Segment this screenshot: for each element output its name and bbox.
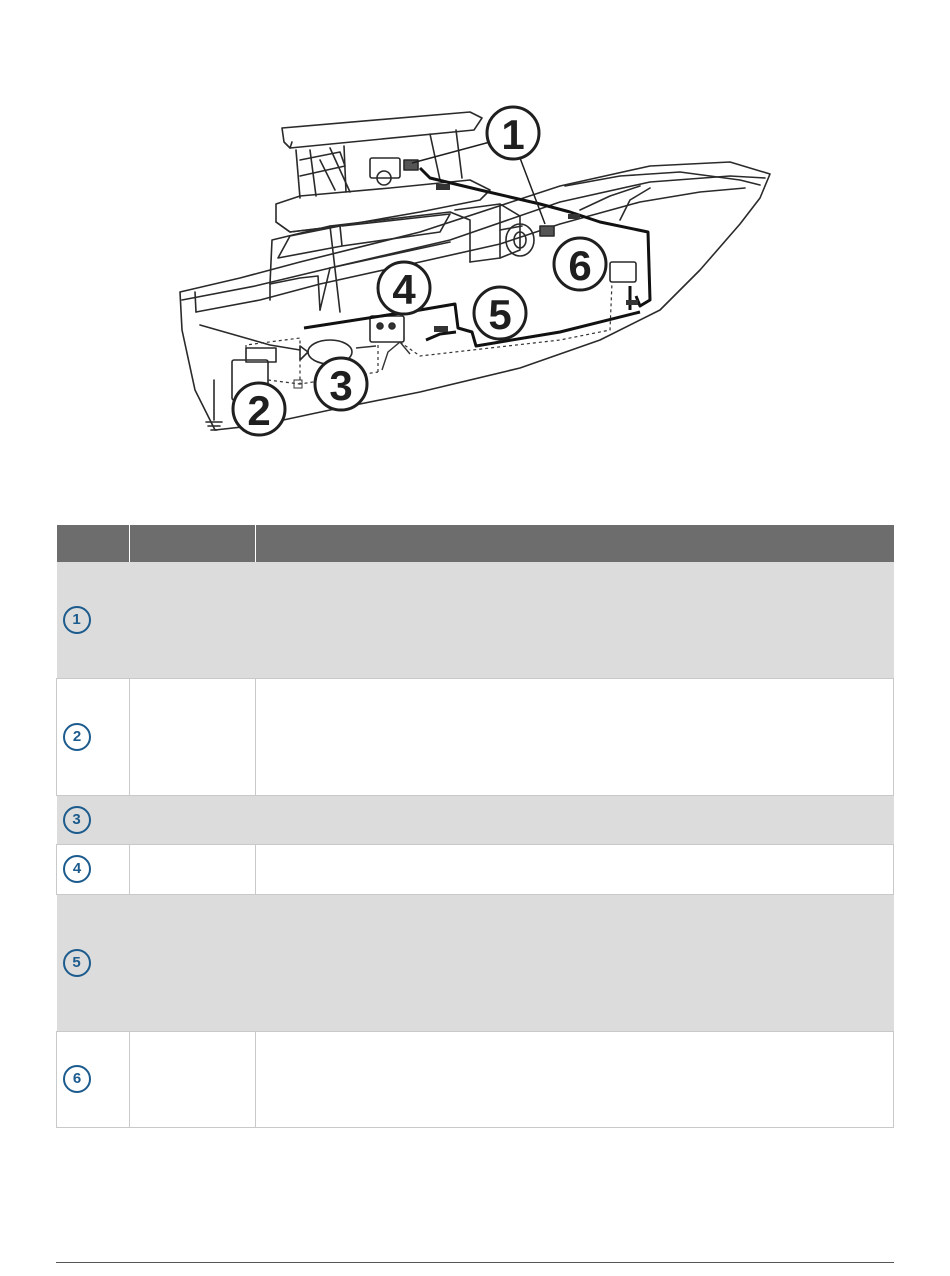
hardtop	[276, 180, 490, 232]
item-number-cell	[57, 844, 130, 894]
svg-text:5: 5	[488, 291, 512, 338]
legend-header-cell	[57, 525, 130, 562]
boat-wiring-diagram	[0, 0, 950, 470]
legend-header-cell	[130, 525, 256, 562]
item-number-badge: 4	[63, 855, 91, 883]
item-number-cell	[57, 678, 130, 795]
item-description-cell	[256, 844, 894, 894]
item-number-badge: 1	[63, 606, 91, 634]
table-row	[57, 1031, 894, 1127]
table-row	[57, 844, 894, 894]
footer-rule	[56, 1262, 894, 1263]
item-name-cell	[130, 562, 256, 678]
callout-4	[378, 262, 430, 314]
item-number-cell	[57, 562, 130, 678]
callout-6	[554, 238, 606, 290]
item-number-cell	[57, 795, 130, 844]
svg-text:3: 3	[329, 362, 353, 409]
table-row	[57, 678, 894, 795]
callout-3	[315, 358, 367, 410]
item-number-badge: 6	[63, 1065, 91, 1093]
t-top-canopy	[282, 112, 482, 148]
item-description-cell	[256, 678, 894, 795]
callout-5	[474, 287, 526, 339]
item-description-cell	[256, 795, 894, 844]
item-number-cell	[57, 1031, 130, 1127]
legend-header-cell	[256, 525, 894, 562]
item-name-cell	[130, 678, 256, 795]
callout-2	[233, 383, 285, 435]
item-description-cell	[256, 894, 894, 1031]
callout-1	[487, 107, 539, 159]
table-row	[57, 795, 894, 844]
item-name-cell	[130, 894, 256, 1031]
legend-header-row	[57, 525, 894, 562]
item-name-cell	[130, 844, 256, 894]
table-row	[57, 894, 894, 1031]
item-number-badge: 2	[63, 723, 91, 751]
item-number-badge: 5	[63, 949, 91, 977]
svg-text:2: 2	[247, 387, 271, 434]
svg-text:1: 1	[501, 111, 525, 158]
item-description-cell	[256, 1031, 894, 1127]
table-row	[57, 562, 894, 678]
item-number-badge: 3	[63, 806, 91, 834]
item-name-cell	[130, 795, 256, 844]
legend-table	[56, 525, 894, 1128]
item-description-cell	[256, 562, 894, 678]
svg-text:4: 4	[392, 266, 416, 313]
item-name-cell	[130, 1031, 256, 1127]
item-number-cell	[57, 894, 130, 1031]
svg-text:6: 6	[568, 242, 592, 289]
